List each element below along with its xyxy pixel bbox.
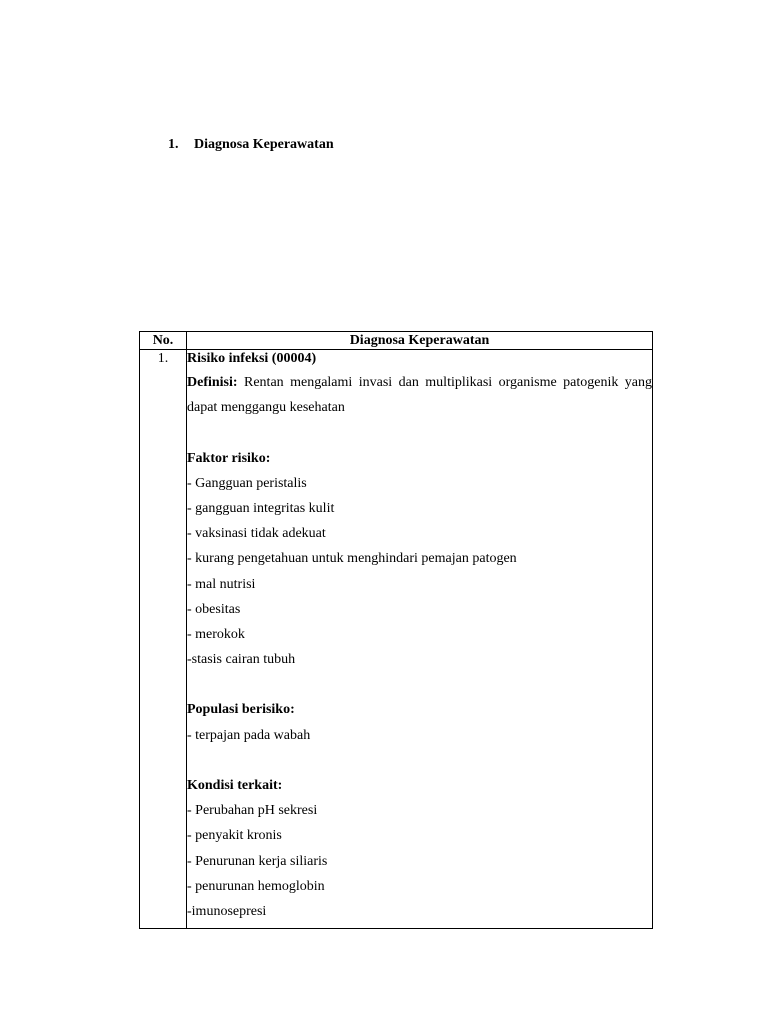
list-item: - Gangguan peristalis	[187, 475, 307, 491]
section-title: Diagnosa Keperawatan	[194, 137, 334, 152]
population-list	[187, 723, 652, 748]
definition-text: Rentan mengalami invasi dan multiplikasi organisme patogenik yang dapat menggangu kesehatan	[187, 375, 652, 416]
row-number: 1.	[140, 350, 187, 929]
list-item: - Penurunan kerja siliaris	[187, 853, 328, 869]
section-number: 1.	[168, 137, 179, 152]
list-item: -imunosepresi	[187, 903, 267, 919]
list-item: - terpajan pada wabah	[187, 727, 311, 743]
diagnosis-table	[139, 331, 653, 929]
list-item: - kurang pengetahuan untuk menghindari pemajan patogen	[187, 551, 517, 567]
risk-factors-list	[187, 471, 652, 673]
list-item: - penurunan hemoglobin	[187, 878, 325, 894]
column-header-diagnosis: Diagnosa Keperawatan	[187, 332, 653, 350]
conditions-title: Kondisi terkait:	[187, 778, 283, 794]
list-item: - merokok	[187, 626, 245, 642]
list-item: - Perubahan pH sekresi	[187, 803, 318, 819]
list-item: - mal nutrisi	[187, 576, 256, 592]
population-title: Populasi berisiko:	[187, 702, 295, 718]
list-item: - obesitas	[187, 601, 241, 617]
conditions-list	[187, 798, 652, 924]
list-item: - vaksinasi tidak adekuat	[187, 526, 326, 542]
risk-factors-title: Faktor risiko:	[187, 450, 271, 466]
diagnosis-title: Risiko infeksi (00004)	[187, 351, 317, 366]
table-row	[140, 350, 653, 929]
list-item: -stasis cairan tubuh	[187, 652, 296, 668]
diagnosis-cell	[187, 350, 653, 929]
list-item: - gangguan integritas kulit	[187, 500, 335, 516]
column-header-no: No.	[140, 332, 187, 350]
definition	[187, 370, 652, 420]
definition-label: Definisi:	[187, 375, 238, 390]
section-heading	[168, 137, 334, 153]
table-header-row	[140, 332, 653, 350]
list-item: - penyakit kronis	[187, 828, 282, 844]
